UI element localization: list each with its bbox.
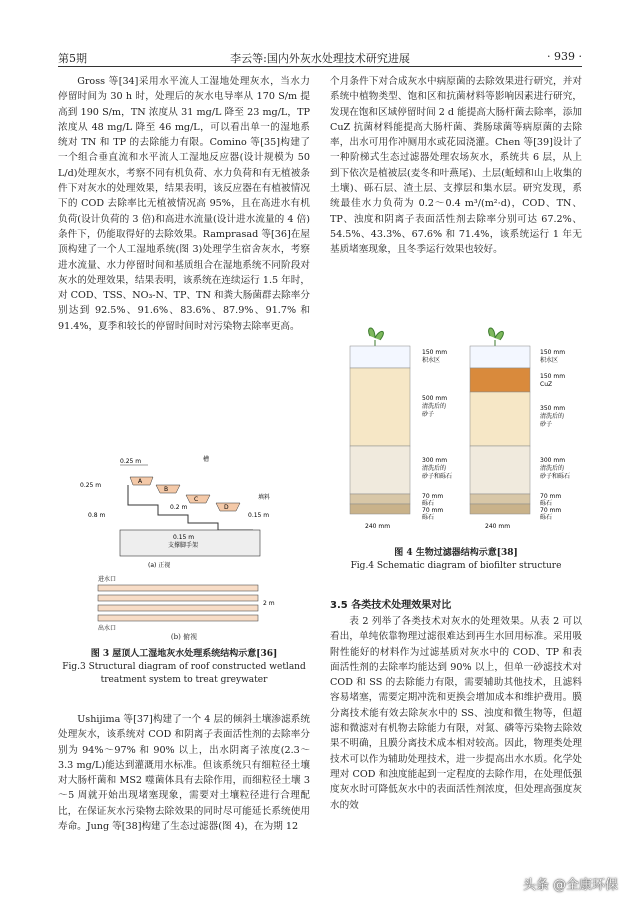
running-header (58, 48, 582, 67)
tank-a: A (138, 478, 143, 485)
layer-name: 砂子 (540, 421, 553, 428)
dim-label: 0.15 m (173, 534, 195, 541)
layer-name: 砾石 (540, 514, 553, 521)
layer-thickness: 350 mm (540, 405, 566, 412)
layer-thickness: 500 mm (422, 395, 448, 402)
figure-4 (330, 328, 582, 580)
figure-3 (58, 455, 310, 685)
layer-name: 砾石 (422, 514, 435, 521)
tank-b: B (164, 486, 169, 493)
layer-thickness: 150 mm (540, 373, 566, 380)
layer-name: 砾石 (422, 500, 435, 507)
layer-name: 清洗后的 (422, 403, 447, 410)
layer-thickness: 150 mm (422, 349, 448, 356)
layer-name: 砾石 (540, 500, 553, 507)
dim-label: 0.25 m (120, 458, 142, 465)
layer-name: 砂子和砾石 (422, 473, 453, 480)
layer-name: 清洗后的 (422, 465, 447, 472)
layer-thickness: 300 mm (422, 457, 448, 464)
layer-thickness: 70 mm (422, 493, 444, 500)
layer-name: 积水区 (540, 357, 559, 364)
right-column-bottom (330, 614, 582, 884)
outlet-label: 出水口 (98, 625, 117, 632)
layer-thickness: 150 mm (540, 349, 566, 356)
paragraph: Ushijima 等[37]构建了一个 4 层的倾斜土壤渗滤系统处理灰水，该系统对 COD 和阴离子表面活性剂的去除率分别为 94%～97% 和 90% 以上，出水阴离子浓度(2.3～3.3 mg/L)能达到灌溉用水标准。但该系统只有细粒径土壤对大肠杆菌和 MS2 噬菌体具有去除作用，而细粒径土壤 3～5 周就开始出现堵塞现象，需要对土壤粒径进行合理配比，在保证灰水污染物去除效果的同时尽可能延长系统使用寿命。Jung 等[38]构建了生态过滤器(图 4)，在为期 12 (58, 714, 310, 833)
layer-thickness: 300 mm (540, 457, 566, 464)
front-view (80, 455, 270, 569)
paragraph: 表 2 列举了各类技术对灰水的处理效果。从表 2 可以看出，单纯依靠物理过滤很难达到再生水回用标准。采用吸附性能好的材料作为过滤基质对灰水中的 COD、TP 和表面活性剂的去除率均能达到 90% 以上，但单一砂滤技术对 COD 和 SS 的去除能力有限，需要辅助其他技术，且滤料容易堵塞，需要定期冲洗和更换会增加成本和维护费用。膜分离技术能有效去除灰水中的 SS、浊度和微生物等，但超滤和微滤对有机物去除能力有限，对氮、磷等污染物去除效果不明确，且膜分离技术成本相对较高。因此，物理类处理技术可以作为辅助处理技术，进一步提高出水水质。化学处理对 COD 和浊度能起到一定程度的去除作用，在处理低强度灰水时可降低灰水中的表面活性剂浓度，但处理高强度灰水的效 (330, 616, 582, 811)
layer-thickness: 70 mm (422, 507, 444, 514)
dim-label: 0.25 m (80, 482, 102, 489)
figure-3-caption-en: Fig.3 Structural diagram of roof constructed wetland treatment system to treat greywater (62, 662, 306, 685)
fill-label: 填料 (258, 494, 271, 501)
watermark: 头条 @全康环保 (522, 878, 618, 893)
support-label: 支撑脚手架 (168, 542, 199, 549)
left-column-bottom (58, 712, 310, 882)
right-column-top (330, 74, 582, 326)
figure-4-diagram (330, 328, 582, 543)
layer-name: 积水区 (422, 357, 441, 364)
top-view (98, 575, 275, 632)
inlet-label: 进水口 (98, 576, 117, 583)
figure-3-diagram (58, 455, 310, 632)
biofilter-left (350, 328, 452, 530)
paragraph: 个月条件下对合成灰水中病原菌的去除效果进行研究，并对系统中植物类型、饱和区和抗菌材料等影响因素进行研究，发现在饱和区域停留时间 2 d 能提高大肠杆菌去除率，添加 CuZ 抗菌材料能提高大肠杆菌、粪肠球菌等病原菌的去除率，出水可用作冲厕用水或花园浇灌。Chen 等[39]设计了一种阶梯式生态过滤器处理农场灰水，系统共 6 层，从上到下依次是植被层(麦冬和叶燕尾)、土层(蚯蚓和山上收集的土壤)、砾石层、渣土层、支撑层和集水层。研究发现，系统最佳水力负荷为 0.2～0.4 m³/(m²·d)，COD、TN、TP、浊度和阴离子表面活性剂去除率分别可达 67.2%、54.5%、43.3%、67.6% 和 71.4%，该系统运行 1 年无基质堵塞现象，且冬季运行效果也较好。 (330, 76, 582, 256)
running-title: 李云等:国内外灰水处理技术研究进展 (230, 52, 410, 65)
layer-thickness: 70 mm (540, 493, 562, 500)
tank-d: D (224, 504, 229, 511)
left-column-top (58, 74, 310, 454)
front-view-label: (a) 正视 (148, 562, 171, 569)
figure-4-caption-cn: 图 4 生物过滤器结构示意[38] (394, 548, 518, 558)
tank-c: C (194, 496, 199, 503)
layer-name: 清洗后的 (540, 465, 565, 472)
tank-label: 槽 (203, 456, 210, 463)
layer-name: CuZ (540, 381, 553, 388)
paragraph: Gross 等[34]采用水平流人工湿地处理灰水，当水力停留时间为 30 h 时，处理后的灰水电导率从 170 S/m 提高到 190 S/m，TN 浓度从 31 mg/L 降至 23 mg/L，TP 浓度从 48 mg/L 降至 46 mg/L，可以看出单一的湿地系统对 TN 和 TP 的去除能力有限。Comino 等[35]构建了一个组合垂直流和水平流人工湿地反应器(设计规模为 50 L/d)处理灰水，考察不同有机负荷、水力负荷和有无植被条件下对灰水的处理效果，结果表明，该反应器在有植被情况下的 COD 去除率比无植被情况高 95%，且在高进水有机负荷(设计负荷的 3 倍)和高进水流量(设计进水流量的 4 倍)条件下，仍能取得好的去除效果。Ramprasad 等[36]在屋顶构建了一个人工湿地系统(图 3)处理学生宿舍灰水，考察进水流量、水力停留时间和基质组合在湿地系统不同阶段对灰水的处理效果，结果表明，该系统在连续运行 1.5 年时，对 COD、TSS、NO₃-N、TP、TN 和粪大肠菌群去除率分别达到 92.5%、91.6%、83.6%、87.9%、91.7% 和 91.4%，夏季和较长的停留时间时对污染物去除率更高。 (58, 76, 310, 332)
layer-name: 砂子和砾石 (540, 473, 571, 480)
layer-name: 砂子 (422, 411, 435, 418)
section-heading: 3.5 各类技术处理效果对比 (330, 600, 452, 611)
top-view-label: (b) 俯视 (170, 633, 198, 641)
figure-3-caption-cn: 图 3 屋顶人工湿地灰水处理系统结构示意[36] (90, 649, 278, 659)
dim-label: 0.2 m (170, 504, 188, 511)
biofilter-right (470, 328, 570, 530)
layer-thickness: 70 mm (540, 507, 562, 514)
figure-4-caption-en: Fig.4 Schematic diagram of biofilter structure (350, 561, 562, 571)
dim-label: 2 m (263, 600, 275, 607)
page-number: · 939 · (547, 50, 582, 63)
layer-name: 清洗后的 (540, 413, 565, 420)
width-label: 240 mm (485, 523, 511, 530)
dim-label: 0.8 m (88, 512, 106, 519)
width-label: 240 mm (365, 523, 391, 530)
issue-number: 第5期 (58, 52, 87, 65)
dim-label: 0.15 m (248, 512, 270, 519)
